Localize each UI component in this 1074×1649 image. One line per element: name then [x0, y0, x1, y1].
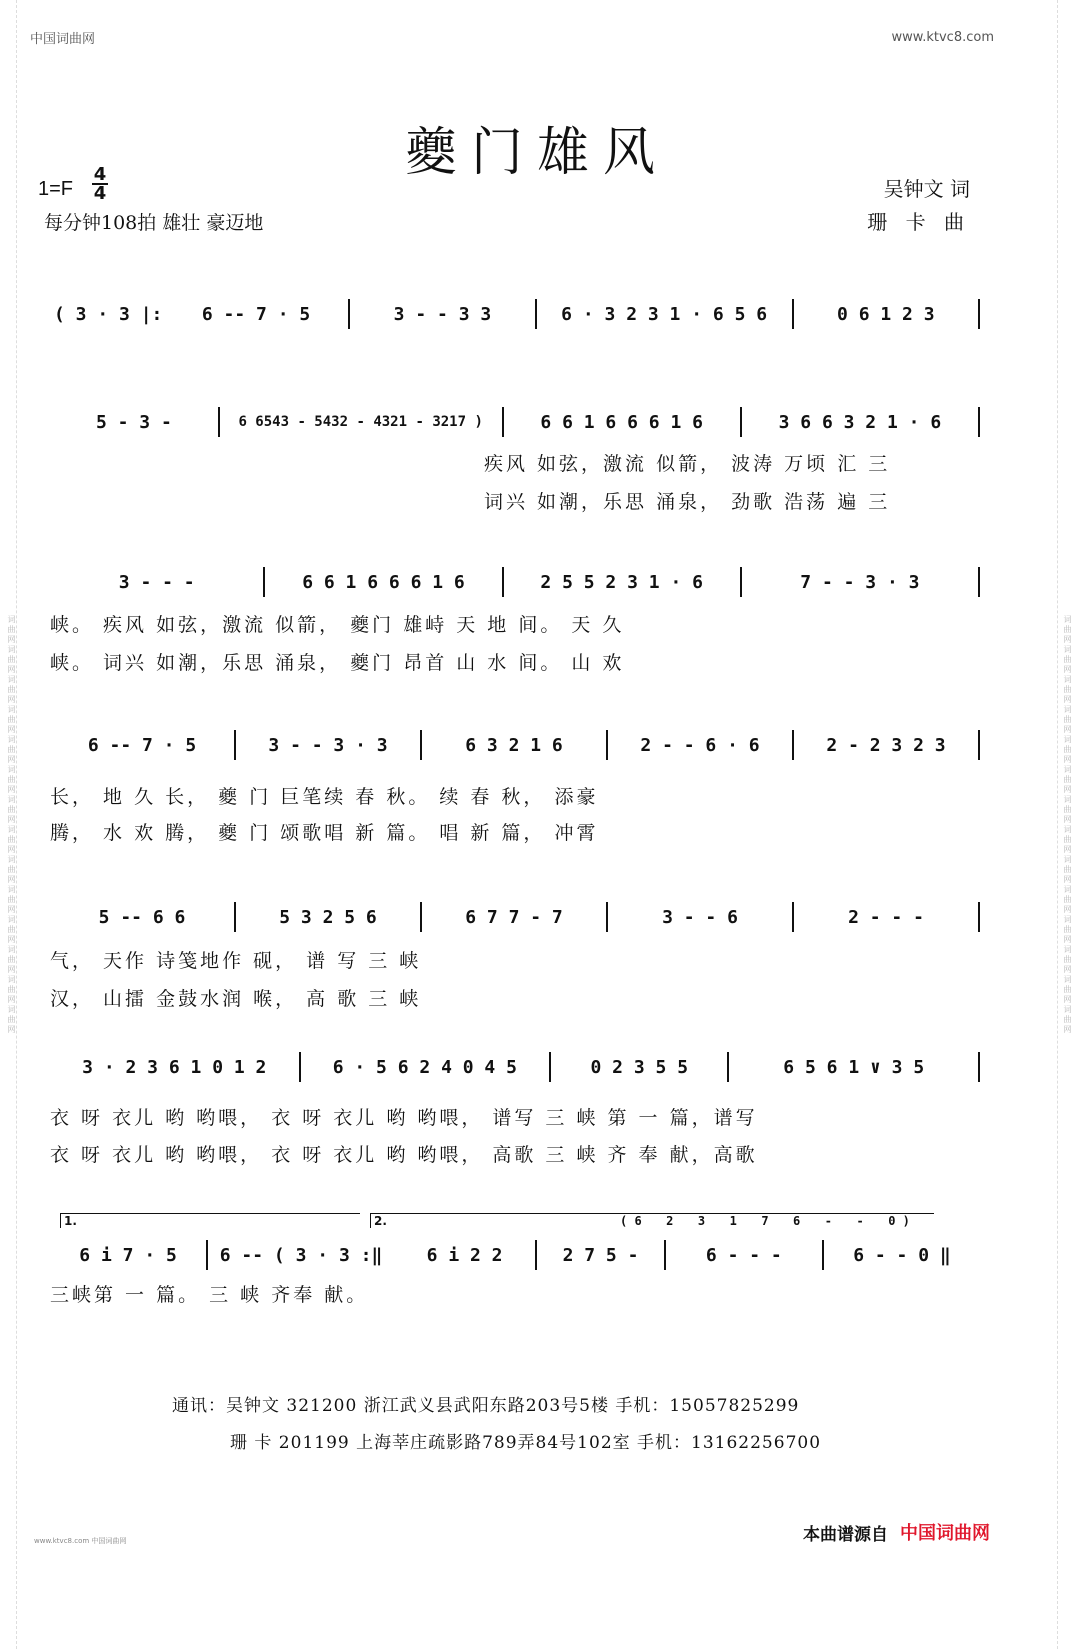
measure: 7 - - 3 · 3 [742, 567, 980, 597]
measure: 2 - - 6 · 6 [608, 730, 794, 760]
staff-line-1 [50, 293, 980, 335]
measure: 2 - 2 3 2 3 [794, 730, 980, 760]
time-signature-top: 4 [93, 164, 107, 185]
measure: 6 - - - [666, 1240, 824, 1270]
ossia-note: 2 [666, 1214, 674, 1228]
measure: 0 6 1 2 3 [794, 299, 980, 329]
footer-tiny-url: www.ktvc8.com 中国词曲网 [34, 1537, 127, 1545]
measure: ( 3 · 3 |: [54, 303, 163, 325]
measure: 3 - - 3 · 3 [236, 730, 422, 760]
ossia-note: 1 [729, 1214, 737, 1228]
time-signature [92, 166, 108, 202]
time-signature-bottom: 4 [93, 183, 107, 204]
measure: 2 - - - [794, 902, 980, 932]
measure: 5 - 3 - [50, 407, 220, 437]
contact-composer: 珊 卡 201199 上海莘庄疏影路789弄84号102室 手机：13162256700 [230, 1433, 822, 1453]
lyric-verse-2: 汉， 山擂 金鼓水润 喉， 高 歌 三 峡 [50, 988, 422, 1010]
staff-line-5 [50, 896, 980, 938]
ossia-note: 7 [761, 1214, 769, 1228]
measure: 3 - - 3 3 [350, 299, 536, 329]
ossia-note: 6 [793, 1214, 801, 1228]
measure: 6 3 2 1 6 [422, 730, 608, 760]
staff-line-3 [50, 561, 980, 603]
first-ending-bracket: 1. [60, 1213, 360, 1228]
measure: 6 -- ( 3 · 3 :‖ [219, 1244, 383, 1266]
measure: 6 5 6 1 ∨ 3 5 [729, 1052, 980, 1082]
measure: 2 5 5 2 3 1 · 6 [504, 567, 742, 597]
footer-brand[interactable]: 中国词曲网 [900, 1523, 990, 1544]
measure: 6 i 7 · 5 [50, 1240, 208, 1270]
lyric-verse-2: 词兴 如潮，乐思 涌泉， 劲歌 浩荡 遍 三 [484, 491, 891, 513]
measure: 6 -- 7 · 5 [50, 730, 236, 760]
ossia-note: 3 [697, 1214, 706, 1228]
measure: 3 - - - [50, 567, 265, 597]
measure: 0 2 3 5 5 [551, 1052, 729, 1082]
staff-line-7 [50, 1234, 980, 1276]
measure: 6 i 2 2 [394, 1240, 537, 1270]
lyric-verse-2: 峡。 词兴 如潮，乐思 涌泉， 夔门 昂首 山 水 间。 山 欢 [50, 652, 625, 674]
measure: 6 6 1 6 6 6 1 6 [504, 407, 742, 437]
measure: 5 3 2 5 6 [236, 902, 422, 932]
lyricist-credit: 吴钟文 词 [883, 177, 970, 201]
key-signature: 1=F [38, 178, 74, 200]
site-name: 中国词曲网 [30, 32, 96, 47]
measure: 6 6 1 6 6 6 1 6 [265, 567, 503, 597]
song-title: 夔门雄风 [404, 123, 669, 183]
composer-credit: 珊 卡 曲 [867, 210, 970, 234]
tempo-marking: 每分钟108拍 雄壮 豪迈地 [44, 212, 264, 234]
lyric-verse-1: 峡。 疾风 如弦，激流 似箭， 夔门 雄峙 天 地 间。 天 久 [50, 614, 625, 636]
measure: 2 7 5 - [537, 1240, 666, 1270]
lyric-verse-1: 三峡第 一 篇。 三 峡 齐奉 献。 [50, 1284, 369, 1306]
ossia-note: - [856, 1214, 864, 1228]
lyric-verse-1: 疾风 如弦，激流 似箭， 波涛 万顷 汇 三 [484, 453, 891, 475]
measure: 3 6 6 3 2 1 · 6 [742, 407, 980, 437]
ossia-note: 0 ) [888, 1214, 910, 1228]
lyric-verse-1: 气， 天作 诗笺地作 砚， 谱 写 三 峡 [50, 950, 422, 972]
second-ending-bracket: 2. [370, 1213, 934, 1228]
lyric-verse-1: 长， 地 久 长， 夔 门 巨笔续 春 秋。 续 春 秋， 添豪 [50, 786, 599, 808]
lyric-verse-2: 腾， 水 欢 腾， 夔 门 颂歌唱 新 篇。 唱 新 篇， 冲霄 [50, 822, 599, 844]
staff-line-6 [50, 1046, 980, 1088]
measure: 6 · 3 2 3 1 · 6 5 6 [537, 299, 794, 329]
site-url: www.ktvc8.com [891, 30, 994, 45]
contact-lyricist: 通讯：吴钟文 321200 浙江武义县武阳东路203号5楼 手机：15057825299 [172, 1396, 800, 1416]
measure: 3 - - 6 [608, 902, 794, 932]
measure: 6 7 7 - 7 [422, 902, 608, 932]
staff-line-4 [50, 724, 980, 766]
ossia-note: ( 6 [620, 1214, 642, 1228]
ossia-line [620, 1214, 910, 1228]
ossia-note: - [824, 1214, 832, 1228]
lyric-verse-1: 衣 呀 衣儿 哟 哟喂， 衣 呀 衣儿 哟 哟喂， 谱写 三 峡 第 一 篇，谱写 [50, 1107, 758, 1129]
measure: 5 -- 6 6 [50, 902, 236, 932]
staff-line-2 [50, 401, 980, 443]
lyric-verse-2: 衣 呀 衣儿 哟 哟喂， 衣 呀 衣儿 哟 哟喂， 高歌 三 峡 齐 奉 献，高歌 [50, 1144, 758, 1166]
measure: 6 · 5 6 2 4 0 4 5 [301, 1052, 552, 1082]
measure: 6 6543 - 5432 - 4321 - 3217 ) [220, 407, 504, 437]
measure: 3 · 2 3 6 1 0 1 2 [50, 1052, 301, 1082]
watermark-strip-left: 词曲网词曲网词曲网词曲网词曲网词曲网词曲网词曲网词曲网词曲网词曲网词曲网词曲网词曲网 [2, 0, 17, 1649]
measure: 6 -- 7 · 5 [164, 299, 350, 329]
watermark-strip-right: 词曲网词曲网词曲网词曲网词曲网词曲网词曲网词曲网词曲网词曲网词曲网词曲网词曲网词曲网 [1057, 0, 1072, 1649]
footer-source-label: 本曲谱源自 [803, 1525, 888, 1545]
measure: 6 - - 0 ‖ [853, 1244, 951, 1266]
